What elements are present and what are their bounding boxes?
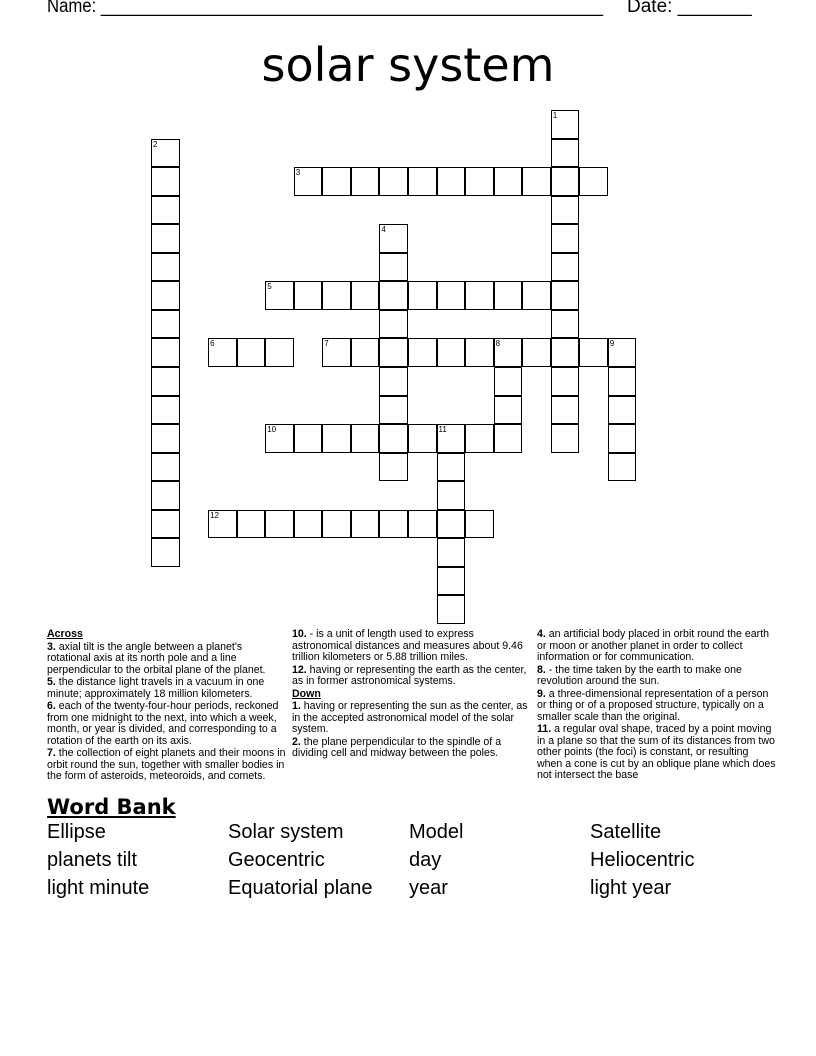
grid-cell[interactable] xyxy=(265,510,294,539)
cell-number: 9 xyxy=(609,339,615,349)
cell-number: 4 xyxy=(381,225,386,235)
grid-cell[interactable] xyxy=(237,338,266,367)
grid-cell[interactable] xyxy=(322,167,351,196)
name-field[interactable]: Name: ______________________________________________________ xyxy=(47,0,604,17)
grid-cell[interactable] xyxy=(465,167,494,196)
clue-across-12: 12. having or representing the earth as the center, as in former astronomical systems. xyxy=(292,663,527,687)
cell-number: 3 xyxy=(295,168,301,178)
word-bank-item: Solar system xyxy=(228,820,344,843)
grid-cell[interactable] xyxy=(151,139,180,168)
grid-cell[interactable] xyxy=(437,481,466,510)
cell-number: 1 xyxy=(552,111,558,120)
grid-cell[interactable] xyxy=(351,424,380,453)
grid-cell[interactable] xyxy=(551,253,580,282)
word-bank-item: Satellite xyxy=(590,820,662,843)
cell-number: 12 xyxy=(210,510,219,520)
grid-cell[interactable] xyxy=(551,167,580,196)
clue-down-4: 4. an artificial body placed in orbit round the earth or moon or another planet in order to collect information or for communication. xyxy=(537,628,770,663)
clue-down-2: 2. the plane perpendicular to the spindle of a dividing cell and midway between the poles. xyxy=(292,735,502,759)
word-bank-item: year xyxy=(409,876,448,899)
grid-cell[interactable] xyxy=(322,338,351,367)
grid-cell[interactable] xyxy=(437,510,466,539)
grid-cell[interactable] xyxy=(551,396,580,425)
grid-cell[interactable] xyxy=(551,224,580,253)
grid-cell[interactable] xyxy=(608,396,637,425)
grid-cell[interactable] xyxy=(151,338,180,367)
grid-cell[interactable] xyxy=(208,338,237,367)
grid-cell[interactable] xyxy=(151,510,180,539)
grid-cell[interactable] xyxy=(151,224,180,253)
grid-cell[interactable] xyxy=(551,110,580,139)
word-bank-item: light year xyxy=(590,876,672,899)
grid-cell[interactable] xyxy=(351,281,380,310)
grid-cell[interactable] xyxy=(151,481,180,510)
grid-cell[interactable] xyxy=(437,595,466,624)
grid-cell[interactable] xyxy=(379,396,408,425)
grid-cell[interactable] xyxy=(351,510,380,539)
across-heading: Across xyxy=(47,628,83,640)
grid-cell[interactable] xyxy=(551,367,580,396)
grid-cell[interactable] xyxy=(151,167,180,196)
word-bank-item: Geocentric xyxy=(228,848,325,871)
grid-cell[interactable] xyxy=(379,453,408,482)
word-bank-item: Equatorial plane xyxy=(228,876,373,899)
grid-cell[interactable] xyxy=(551,196,580,225)
grid-cell[interactable] xyxy=(608,367,637,396)
grid-cell[interactable] xyxy=(265,338,294,367)
grid-cell[interactable] xyxy=(408,281,437,310)
grid-cell[interactable] xyxy=(322,510,351,539)
grid-cell[interactable] xyxy=(379,310,408,339)
clue-across-10: 10. - is a unit of length used to express astronomical distances and measures about 9.46 trillion kilometers or 5.88 trillion miles. xyxy=(292,628,523,663)
grid-cell[interactable] xyxy=(408,424,437,453)
grid-cell[interactable] xyxy=(437,167,466,196)
grid-cell[interactable] xyxy=(408,338,437,367)
grid-cell[interactable] xyxy=(465,424,494,453)
grid-cell[interactable] xyxy=(494,281,523,310)
grid-cell[interactable] xyxy=(522,281,551,310)
clues xyxy=(47,629,792,784)
grid-cell[interactable] xyxy=(322,424,351,453)
clue-across-7: 7. the collection of eight planets and their moons in orbit round the sun, together with smaller bodies in the form of asteroids, meteoroids, and comets. xyxy=(47,747,286,782)
grid-cell[interactable] xyxy=(379,338,408,367)
grid-cell[interactable] xyxy=(465,281,494,310)
grid-cell[interactable] xyxy=(608,453,637,482)
grid-cell[interactable] xyxy=(465,338,494,367)
clue-down-8: 8. - the time taken by the earth to make one revolution around the sun. xyxy=(537,663,742,687)
word-bank-item: day xyxy=(409,848,442,871)
clue-across-5: 5. the distance light travels in a vacuum in one minute; approximately 18 million kilometers. xyxy=(47,676,265,700)
word-bank-item: Model xyxy=(409,820,464,843)
grid-cell[interactable] xyxy=(294,510,323,539)
clue-down-1: 1. having or representing the sun as the center, as in the accepted astronomical model of the solar system. xyxy=(292,700,528,735)
grid-cell[interactable] xyxy=(408,167,437,196)
grid-cell[interactable] xyxy=(522,338,551,367)
page-title: solar system xyxy=(261,38,555,92)
grid-cell[interactable] xyxy=(151,453,180,482)
grid-cell[interactable] xyxy=(151,424,180,453)
cell-number: 7 xyxy=(324,339,329,349)
grid-cell[interactable] xyxy=(465,510,494,539)
grid-cell[interactable] xyxy=(551,281,580,310)
grid-cell[interactable] xyxy=(579,338,608,367)
grid-cell[interactable] xyxy=(294,281,323,310)
grid-cell[interactable] xyxy=(265,424,294,453)
date-field[interactable]: Date: _______ xyxy=(627,0,752,17)
grid-cell[interactable] xyxy=(551,139,580,168)
grid-cell[interactable] xyxy=(151,396,180,425)
grid-cell[interactable] xyxy=(151,367,180,396)
grid-cell[interactable] xyxy=(551,338,580,367)
grid-cell[interactable] xyxy=(551,310,580,339)
clues-column-2 xyxy=(292,629,531,761)
cell-number: 8 xyxy=(495,339,501,349)
grid-cell[interactable] xyxy=(379,281,408,310)
clue-down-11: 11. a regular oval shape, traced by a point moving in a plane so that the sum of its distances from two other points (the foci) is constant, or resulting when a cone is cut by an oblique plane which does not intersect the base xyxy=(537,723,776,781)
grid-cell[interactable] xyxy=(379,424,408,453)
grid-cell[interactable] xyxy=(494,367,523,396)
cell-number: 11 xyxy=(438,425,447,435)
grid-cell[interactable] xyxy=(322,281,351,310)
grid-cell[interactable] xyxy=(437,567,466,596)
grid-cell[interactable] xyxy=(151,538,180,567)
word-bank xyxy=(47,820,792,900)
grid-cell[interactable] xyxy=(379,253,408,282)
grid-cell[interactable] xyxy=(437,281,466,310)
word-bank-item: light minute xyxy=(47,876,150,899)
cell-number: 10 xyxy=(267,425,277,435)
word-bank-item: Heliocentric xyxy=(590,848,695,871)
down-heading: Down xyxy=(292,687,321,700)
grid-cell[interactable] xyxy=(494,424,523,453)
grid-cell[interactable] xyxy=(151,310,180,339)
grid-cell[interactable] xyxy=(437,538,466,567)
grid-cell[interactable] xyxy=(408,510,437,539)
grid-cell[interactable] xyxy=(237,510,266,539)
grid-cell[interactable] xyxy=(351,167,380,196)
grid-cell[interactable] xyxy=(351,338,380,367)
grid-cell[interactable] xyxy=(522,167,551,196)
grid-cell[interactable] xyxy=(294,167,323,196)
clue-across-6: 6. each of the twenty-four-hour periods, reckoned from one midnight to the next, into which a week, month, or year is divided, and corresponding to a rotation of the earth on its axis. xyxy=(47,700,279,747)
grid-cell[interactable] xyxy=(608,424,637,453)
grid-cell[interactable] xyxy=(379,367,408,396)
grid-cell[interactable] xyxy=(437,338,466,367)
grid-cell[interactable] xyxy=(494,167,523,196)
word-bank-title: Word Bank xyxy=(47,794,176,819)
clues-column-3 xyxy=(537,629,776,783)
grid-cell[interactable] xyxy=(208,510,237,539)
grid-cell[interactable] xyxy=(579,167,608,196)
grid-cell[interactable] xyxy=(294,424,323,453)
grid-cell[interactable] xyxy=(494,338,523,367)
grid-cell[interactable] xyxy=(551,424,580,453)
clues-column-1 xyxy=(47,629,286,784)
grid-cell[interactable] xyxy=(265,281,294,310)
grid-cell[interactable] xyxy=(608,338,637,367)
cell-number: 2 xyxy=(153,139,158,149)
grid-cell[interactable] xyxy=(437,453,466,482)
grid-cell[interactable] xyxy=(494,396,523,425)
clue-across-3: 3. axial tilt is the angle between a planet's rotational axis at its north pole and a line perpendicular to the orbital plane of the planet. xyxy=(47,640,266,676)
word-bank-item: Ellipse xyxy=(47,820,106,843)
cell-number: 6 xyxy=(210,339,215,349)
cell-number: 5 xyxy=(267,282,272,292)
clues-and-word-bank xyxy=(47,629,792,900)
grid-cell[interactable] xyxy=(379,167,408,196)
grid-cell[interactable] xyxy=(151,253,180,282)
grid-cell[interactable] xyxy=(379,224,408,253)
clue-down-9: 9. a three-dimensional representation of a person or thing or of a proposed structure, typically on a smaller scale than the original. xyxy=(537,687,769,723)
grid-cell[interactable] xyxy=(437,424,466,453)
grid-cell[interactable] xyxy=(151,196,180,225)
grid-cell[interactable] xyxy=(379,510,408,539)
grid-cell[interactable] xyxy=(151,281,180,310)
word-bank-item: planets tilt xyxy=(47,848,138,871)
